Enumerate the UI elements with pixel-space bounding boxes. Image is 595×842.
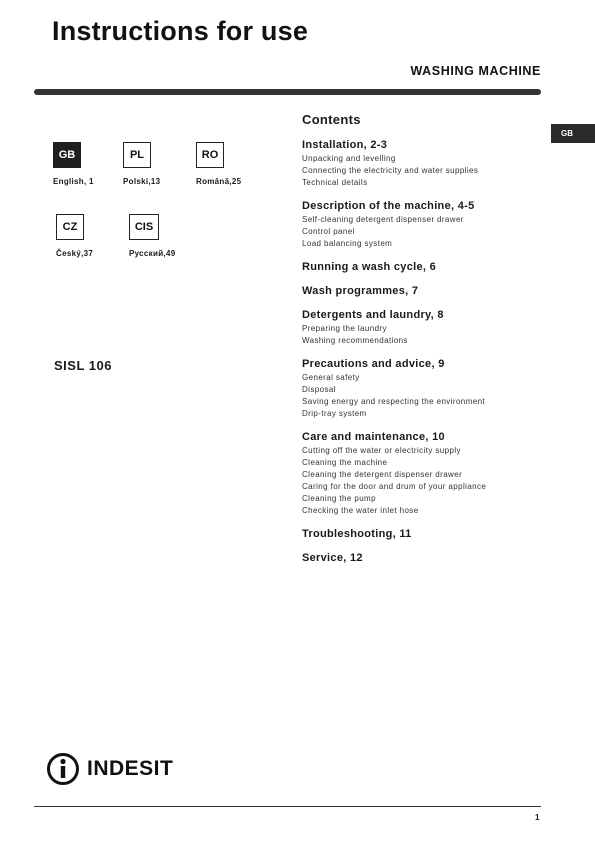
toc-section-heading[interactable]: Running a wash cycle, 6: [302, 261, 437, 273]
header-divider: [34, 89, 541, 95]
language-code-box: RO: [196, 142, 224, 168]
language-name: Română,25: [196, 177, 242, 186]
toc-section-heading[interactable]: Care and maintenance, 10: [302, 431, 445, 443]
page-number: 1: [535, 813, 540, 822]
language-name: Polski,13: [123, 177, 161, 186]
toc-section-heading[interactable]: Precautions and advice, 9: [302, 358, 445, 370]
language-code-box: CIS: [129, 214, 159, 240]
toc-item[interactable]: Control panel: [302, 227, 355, 236]
toc-item[interactable]: Saving energy and respecting the environment: [302, 397, 486, 406]
toc-section-heading[interactable]: Service, 12: [302, 552, 363, 564]
toc-section-precautions: [302, 358, 542, 420]
toc-section-care: [302, 431, 542, 517]
toc-section-programmes: [302, 285, 542, 298]
toc-item[interactable]: Checking the water inlet hose: [302, 506, 419, 515]
toc-item[interactable]: Disposal: [302, 385, 336, 394]
toc-section-heading[interactable]: Detergents and laundry, 8: [302, 309, 444, 321]
language-name: Русский,49: [129, 249, 176, 258]
toc-section-description: [302, 200, 542, 250]
toc-item[interactable]: Preparing the laundry: [302, 324, 387, 333]
toc-section-heading[interactable]: Wash programmes, 7: [302, 285, 419, 297]
toc-item[interactable]: Self-cleaning detergent dispenser drawer: [302, 215, 464, 224]
toc-item[interactable]: Cleaning the pump: [302, 494, 376, 503]
toc-item[interactable]: General safety: [302, 373, 360, 382]
toc-item[interactable]: Cleaning the machine: [302, 458, 388, 467]
toc-section-service: [302, 552, 542, 565]
toc-section-detergents: [302, 309, 542, 347]
toc-section-heading[interactable]: Installation, 2-3: [302, 139, 388, 151]
toc-item[interactable]: Cutting off the water or electricity supply: [302, 446, 461, 455]
toc-item[interactable]: Technical details: [302, 178, 368, 187]
language-name: English, 1: [53, 177, 94, 186]
toc-section-troubleshooting: [302, 528, 542, 541]
toc-item[interactable]: Unpacking and levelling: [302, 154, 396, 163]
toc-item[interactable]: Load balancing system: [302, 239, 393, 248]
language-item-cis[interactable]: [129, 214, 219, 258]
toc-item[interactable]: Drip-tray system: [302, 409, 367, 418]
language-code-box: CZ: [56, 214, 84, 240]
table-of-contents: [302, 139, 542, 576]
language-code-box: GB: [53, 142, 81, 168]
toc-item[interactable]: Cleaning the detergent dispenser drawer: [302, 470, 463, 479]
model-number: SISL 106: [54, 358, 112, 373]
toc-item[interactable]: Caring for the door and drum of your appliance: [302, 482, 487, 491]
toc-item[interactable]: Connecting the electricity and water supplies: [302, 166, 479, 175]
toc-item[interactable]: Washing recommendations: [302, 336, 408, 345]
footer-divider: [34, 806, 541, 807]
page-title: Instructions for use: [52, 16, 309, 46]
brand-logo: [46, 752, 173, 786]
language-side-tab: GB: [551, 124, 595, 143]
language-item-ro[interactable]: [196, 142, 286, 186]
toc-section-heading[interactable]: Troubleshooting, 11: [302, 528, 412, 540]
brand-name: INDESIT: [87, 757, 174, 780]
toc-section-heading[interactable]: Description of the machine, 4-5: [302, 200, 475, 212]
indesit-logo-icon: [46, 752, 80, 786]
language-code-box: PL: [123, 142, 151, 168]
toc-section-installation: [302, 139, 542, 189]
toc-section-running: [302, 261, 542, 274]
product-type: WASHING MACHINE: [410, 64, 541, 78]
contents-heading: Contents: [302, 112, 361, 127]
language-name: Český,37: [56, 249, 94, 258]
